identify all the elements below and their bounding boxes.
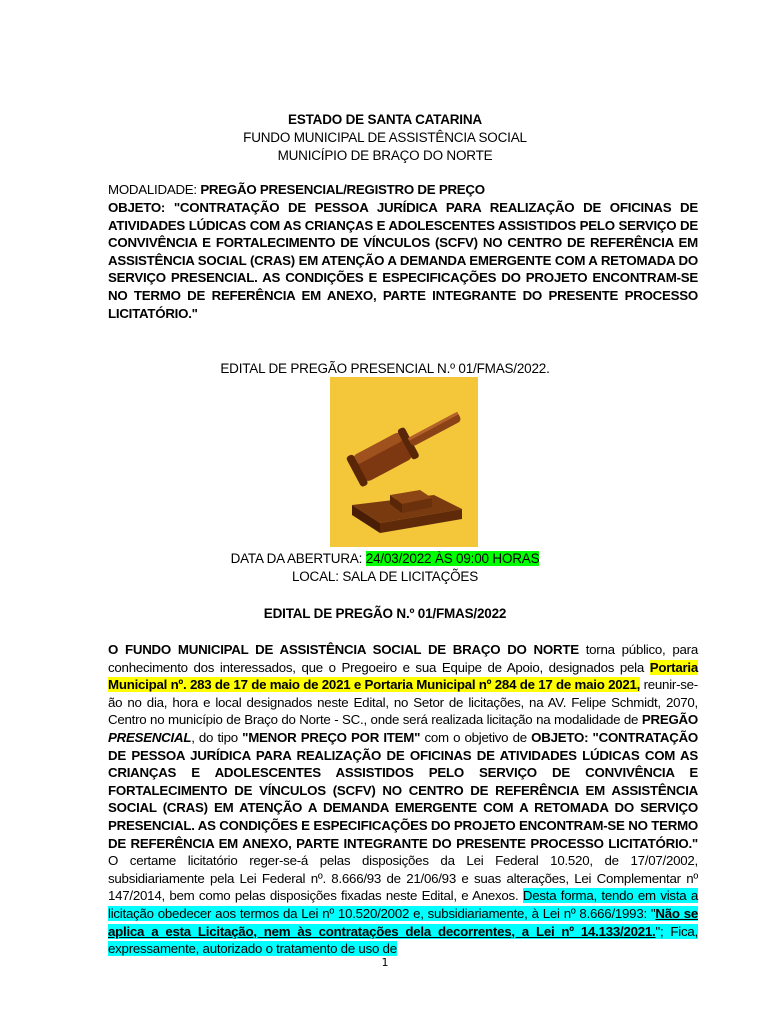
body-paragraph — [108, 641, 698, 958]
modality-value: PREGÃO PRESENCIAL/REGISTRO DE PREÇO — [200, 182, 485, 197]
body-tipo: "MENOR PREÇO POR ITEM" — [242, 729, 421, 745]
edital-heading: EDITAL DE PREGÃO N.º 01/FMAS/2022 — [263, 606, 507, 621]
modality-label: MODALIDADE: — [108, 182, 201, 197]
body-objeto: OBJETO: "CONTRATAÇÃO DE PESSOA JURÍDICA PARA REALIZAÇÃO DE OFICINAS DE ATIVIDADES LÚDICAS COM AS CRIANÇAS E ADOLESCENTES ASSISTIDOS PELO SERVIÇO DE CONVIVÊNCIA E FORTALECIMENTO DE VÍNCULOS (SCFV) NO CENTRO DE REFERÊNCIA EM ASSISTÊNCIA SOCIAL (CRAS) EM ATENÇÃO A DEMANDA EMERGENTE COM A RETOMADA DO SERVIÇO PRESENCIAL. AS CONDIÇÕES E ESPECIFICAÇÕES DO PROJETO ENCONTRAM-SE NO TERMO DE REFERÊNCIA EM ANEXO, PARTE INTEGRANTE DO PRESENTE PROCESSO LICITATÓRIO." — [108, 729, 699, 851]
body-portaria: Portaria Municipal nº. 283 de 17 de maio de 2021 e Portaria Municipal nº 284 de 17 de maio 2021, — [108, 659, 698, 693]
header-state: ESTADO DE SANTA CATARINA — [288, 112, 482, 127]
opening-date: 24/03/2022 ÀS 09:00 HORAS — [365, 551, 540, 566]
body-pregao: PREGÃO — [641, 712, 698, 728]
gavel-icon — [330, 377, 478, 547]
body-text-1: torna público, para conhecimento dos interessados, que o Pregoeiro e sua Equipe de Apoio, designados pela — [108, 642, 698, 675]
body-text-4: com o objetivo de — [420, 729, 532, 745]
header-municipality: MUNICÍPIO DE BRAÇO DO NORTE — [277, 148, 493, 163]
body-text-5: O certame licitatório reger-se-á pelas disposições da Lei Federal 10.520, de 17/07/2002, subsidiariamente pela Lei Federal nº. 8.666/93 de 21/06/93 e suas alterações, Lei Complementar nº 147/2014, bem como pelas disposições fixadas neste Edital, e Anexos. — [108, 853, 698, 904]
body-text-2: reunir-se-ão no dia, hora e local designados neste Edital, no Setor de licitações, na AV. Felipe Schmidt, 2070, Centro no município de Braço do Norte - SC., onde será realizada licitação na modalidade de — [108, 677, 698, 728]
body-presencial: PRESENCIAL — [108, 729, 192, 745]
body-cyan-3: "; Fica, expressamente, autorizado o tratamento de uso de — [108, 923, 698, 957]
opening-label: DATA DA ABERTURA: — [230, 551, 366, 566]
edital-title: EDITAL DE PREGÃO PRESENCIAL N.º 01/FMAS/2022. — [220, 361, 550, 376]
opening-location: LOCAL: SALA DE LICITAÇÕES — [291, 569, 479, 584]
body-fund-name: O FUNDO MUNICIPAL DE ASSISTÊNCIA SOCIAL DE BRAÇO DO NORTE — [108, 642, 579, 657]
gavel-image — [330, 377, 478, 547]
body-cyan-2: Não se aplica a esta Licitação, nem às contratações dela decorrentes, a Lei nº 14.133/2021. — [108, 905, 698, 939]
header-fund: FUNDO MUNICIPAL DE ASSISTÊNCIA SOCIAL — [243, 130, 527, 145]
body-cyan-1: Desta forma, tendo em vista a licitação obedecer aos termos da Lei nº 10.520/2002 e, subsidiariamente, à Lei nº 8.666/1993: " — [108, 888, 698, 921]
body-text-3: , do tipo — [191, 729, 243, 745]
modality-line — [108, 181, 698, 199]
object-paragraph: OBJETO: "CONTRATAÇÃO DE PESSOA JURÍDICA PARA REALIZAÇÃO DE OFICINAS DE ATIVIDADES LÚDICAS COM AS CRIANÇAS E ADOLESCENTES ASSISTIDOS PELO SERVIÇO DE CONVIVÊNCIA E FORTALECIMENTO DE VÍNCULOS (SCFV) NO CENTRO DE REFERÊNCIA EM ASSISTÊNCIA SOCIAL (CRAS) EM ATENÇÃO A DEMANDA EMERGENTE COM A RETOMADA DO SERVIÇO PRESENCIAL. AS CONDIÇÕES E ESPECIFICAÇÕES DO PROJETO ENCONTRAM-SE NO TERMO DE REFERÊNCIA EM ANEXO, PARTE INTEGRANTE DO PRESENTE PROCESSO LICITATÓRIO." — [108, 200, 698, 321]
page-number: 1 — [381, 956, 389, 969]
opening-line — [0, 551, 770, 566]
